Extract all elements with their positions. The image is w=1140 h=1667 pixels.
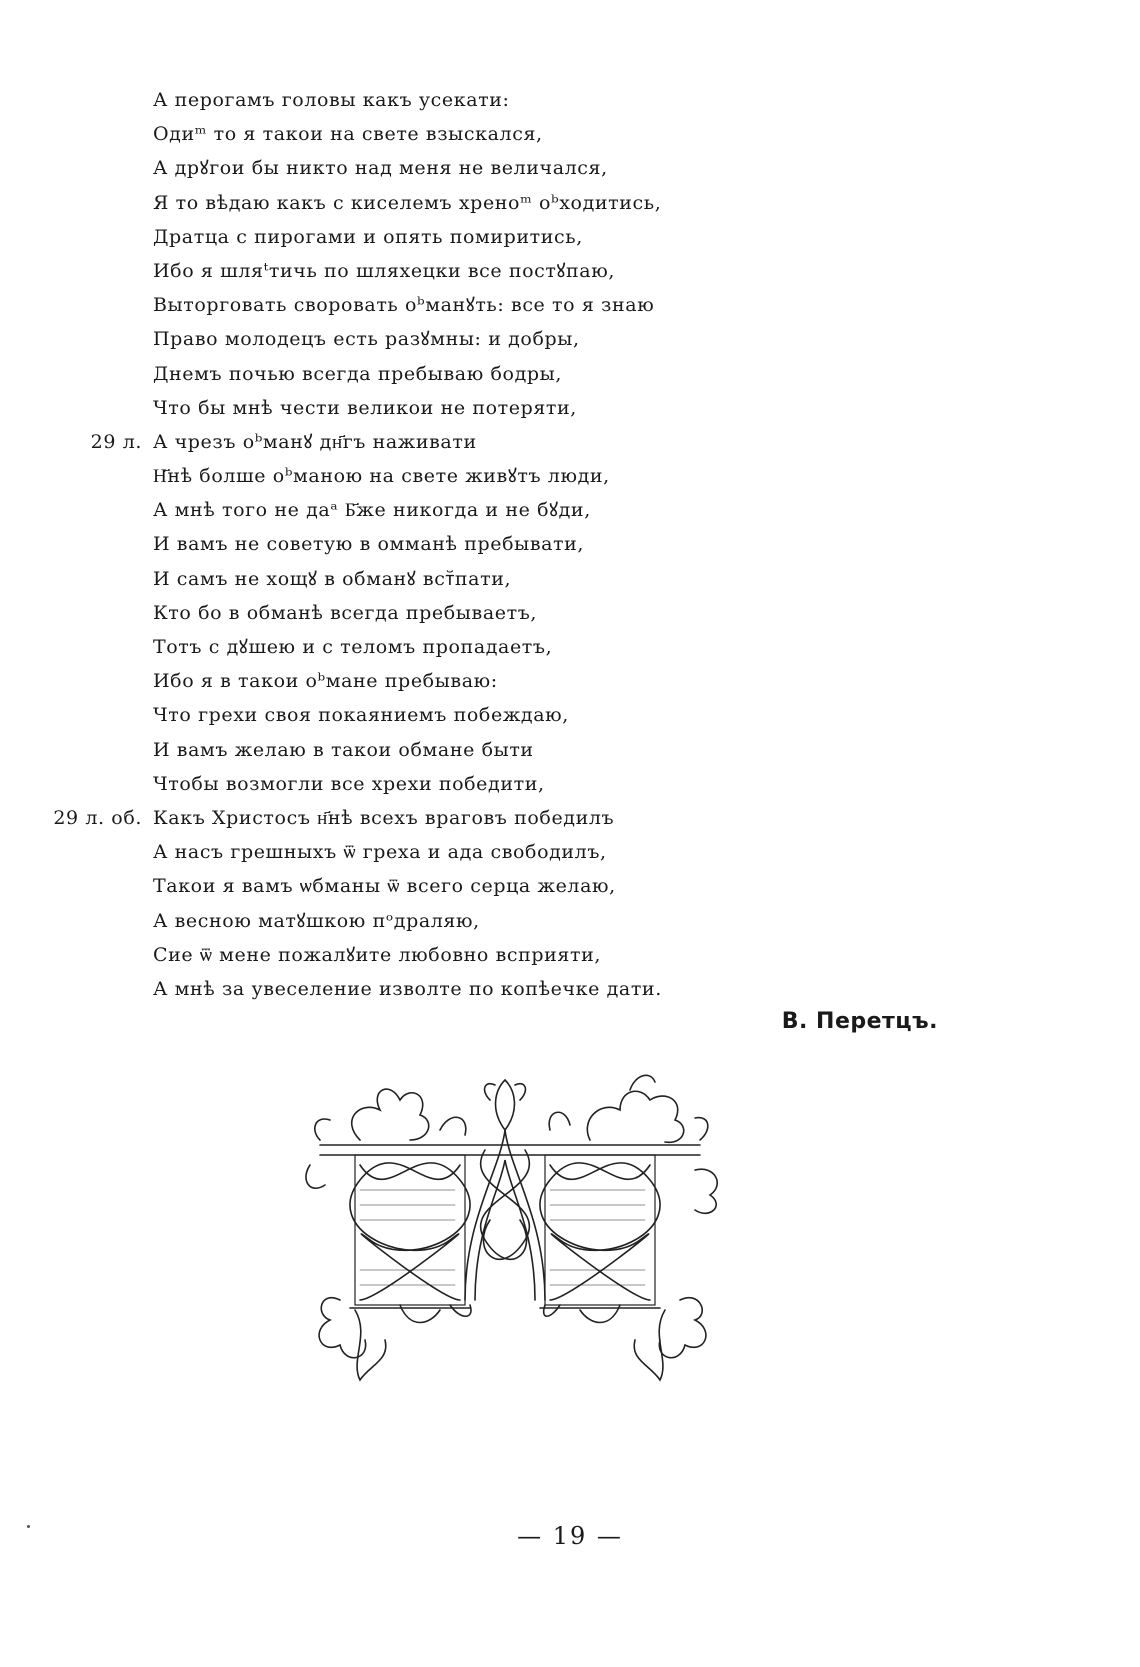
poem-line-text: И самъ не хощꙋ в обманꙋ вст꙼пати, — [153, 567, 512, 590]
poem-line — [0, 733, 1140, 767]
poem-line — [0, 391, 1140, 425]
poem-line-text: А мнѣ того не даᵃ Б҃же никогда и не бꙋди, — [153, 499, 591, 522]
poem-line-text: Дратца с пирогами и опять помиритись, — [153, 225, 583, 248]
poem-line-text: Днемъ почью всегда пребываю бодры, — [153, 362, 562, 385]
poem-line-text: А весною матꙋшкою пᵒдраляю, — [153, 909, 480, 932]
poem-line — [0, 972, 1140, 1006]
poem-line — [0, 630, 1140, 664]
poem-line-text: Кто бо в обманѣ всегда пребываетъ, — [153, 601, 538, 624]
poem-line-text: А чрезъ оᵇманꙋ дн҃гъ наживати — [153, 430, 477, 453]
poem-line — [0, 562, 1140, 596]
poem-line — [0, 186, 1140, 220]
poem-line-text: Право молодецъ есть разꙋмны: и добры, — [153, 328, 580, 351]
poem-line — [0, 835, 1140, 869]
poem-line — [0, 151, 1140, 185]
poem-line-text: Ибо я в такои оᵇмане пребываю: — [153, 670, 498, 693]
poem-line — [0, 322, 1140, 356]
poem-line-text: Какъ Христосъ н҃нѣ всехъ враговъ победилъ — [153, 806, 615, 829]
poem-line — [0, 288, 1140, 322]
poem-line-text: Тотъ с дꙋшею и с теломъ пропадаетъ, — [153, 636, 553, 658]
poem-line-text: Сие ѿ мене пожалꙋите любовно всприяти, — [153, 943, 602, 966]
poem-text — [0, 83, 1140, 1006]
poem-line — [0, 425, 1140, 459]
poem-line-text: А мнѣ за увеселение изволте по копѣечке дати. — [153, 977, 662, 1000]
poem-line-text: Чтобы возмогли все хрехи победити, — [153, 772, 545, 795]
poem-line — [0, 83, 1140, 117]
poem-line — [0, 801, 1140, 835]
folio-reference: 29 л. — [90, 430, 142, 453]
poem-line — [0, 938, 1140, 972]
poem-line — [0, 357, 1140, 391]
poem-line — [0, 117, 1140, 151]
poem-line — [0, 596, 1140, 630]
poem-line — [0, 869, 1140, 903]
poem-line — [0, 493, 1140, 527]
interlace-ornament-icon — [300, 1070, 730, 1400]
poem-line — [0, 254, 1140, 288]
poem-line-text: А перогамъ головы какъ усекати: — [153, 89, 510, 111]
poem-line-text: И вамъ не советую в омманѣ пребывати, — [153, 533, 585, 556]
poem-line-text: Одиᵐ то я такои на свете взыскался, — [153, 123, 543, 146]
poem-line-text: Что грехи своя покаяниемъ побеждаю, — [153, 704, 569, 727]
poem-line-text: А насъ грешныхъ ѿ греха и ада свободилъ, — [153, 841, 607, 864]
scan-speck — [27, 1525, 30, 1528]
poem-line-text: Я то вѣдаю какъ с киселемъ хреноᵐ оᵇходитись, — [153, 191, 662, 214]
poem-line — [0, 767, 1140, 801]
author-signature: В. Перетцъ. — [781, 1009, 938, 1034]
poem-line-text: Выторговать своровать оᵇманꙋть: все то я знаю — [153, 294, 655, 317]
poem-line — [0, 527, 1140, 561]
poem-line-text: Н҃нѣ болше оᵇманою на свете живꙋтъ люди, — [153, 465, 610, 488]
poem-line-text: А дрꙋгои бы никто над меня не величался, — [153, 157, 608, 180]
page-number: — 19 — — [517, 1522, 623, 1550]
folio-reference: 29 л. об. — [53, 806, 142, 829]
poem-line — [0, 459, 1140, 493]
poem-line-text: Ибо я шляᵗтичь по шляхецки все постꙋпаю, — [153, 259, 616, 282]
poem-line — [0, 698, 1140, 732]
poem-line — [0, 220, 1140, 254]
poem-line — [0, 664, 1140, 698]
poem-line-text: Что бы мнѣ чести великои не потеряти, — [153, 396, 577, 419]
poem-line — [0, 904, 1140, 938]
poem-line-text: И вамъ желаю в такои обмане быти — [153, 738, 534, 761]
poem-line-text: Такои я вамъ ѡбманы ѿ всего серца желаю, — [153, 875, 616, 898]
